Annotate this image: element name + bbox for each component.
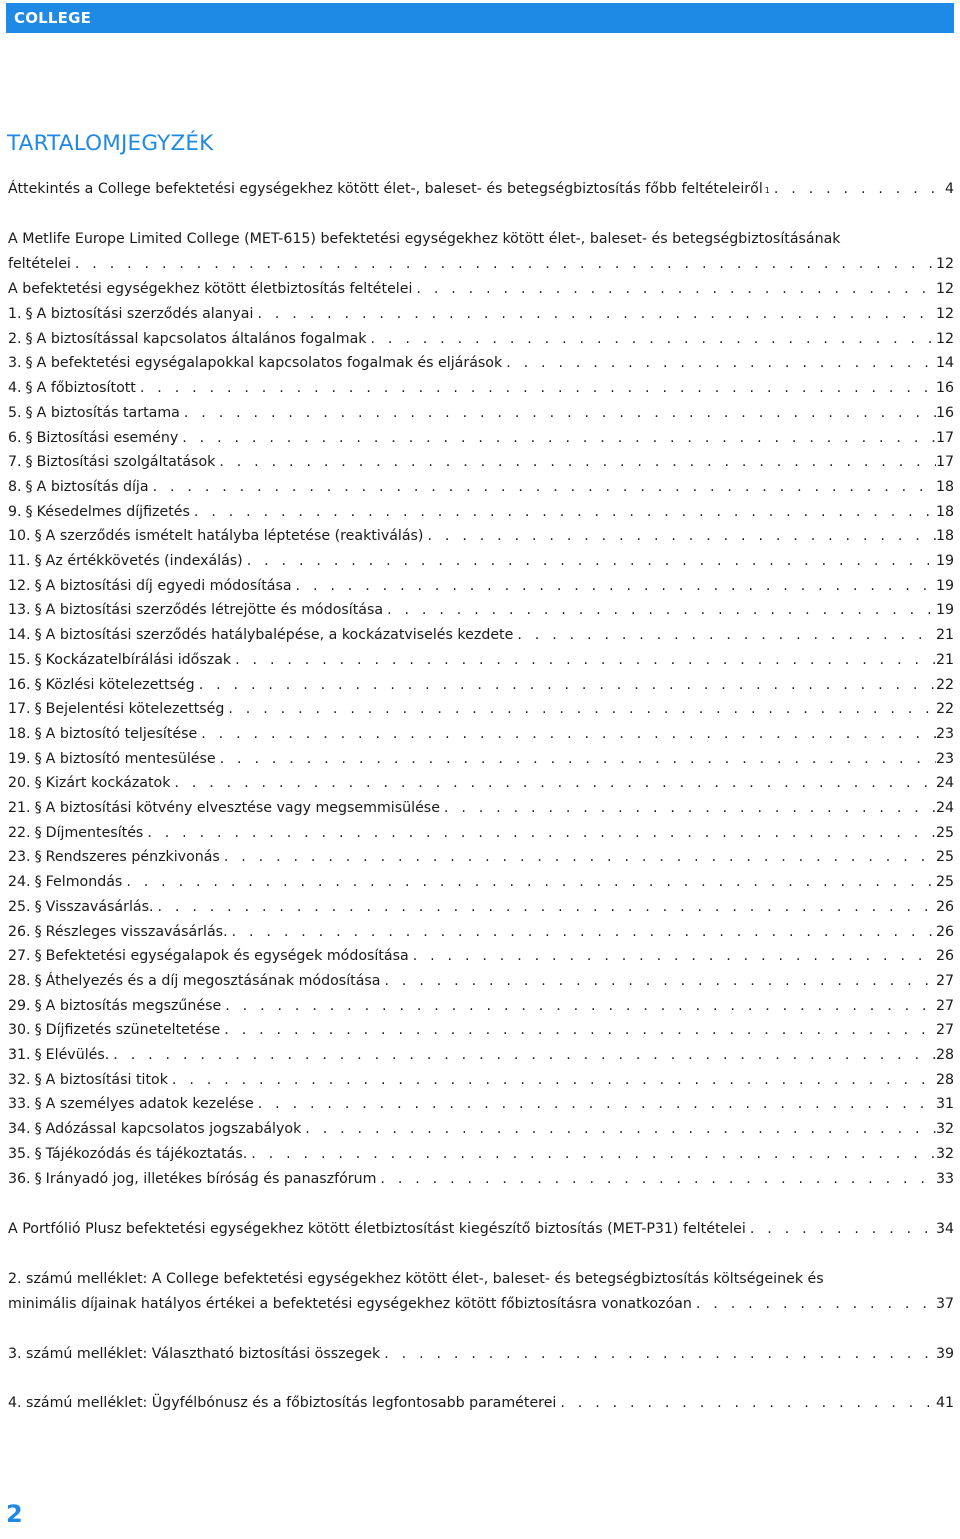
toc-section-entry[interactable]: [8, 602, 954, 626]
section-number: 4.: [8, 380, 22, 397]
section-number: 10.: [8, 528, 31, 545]
toc-entry-title: 3. számú melléklet: Választható biztosítási összegek: [8, 1346, 381, 1362]
toc-entry-page: 34: [935, 1221, 954, 1237]
toc-section-entry[interactable]: [8, 380, 954, 404]
toc-section-entry[interactable]: [8, 973, 954, 997]
section-page: 27: [935, 972, 954, 989]
section-page: 19: [935, 602, 954, 619]
section-page: 32: [935, 1145, 954, 1162]
toc-section-entry[interactable]: [8, 1121, 954, 1145]
dot-leader: [384, 973, 935, 989]
toc-section-entry[interactable]: [8, 775, 954, 799]
section-title: A szerződés ismételt hatályba léptetése (reaktiválás): [45, 528, 424, 545]
dot-leader: [384, 1346, 936, 1362]
toc-section-entry[interactable]: [8, 800, 954, 824]
section-number: 33.: [8, 1096, 31, 1113]
section-title: Biztosítási esemény: [36, 429, 179, 446]
header-bar: [6, 3, 954, 33]
section-number: 30.: [8, 1022, 31, 1039]
toc-entry-metlife[interactable]: [8, 256, 954, 280]
dot-leader: [305, 1121, 936, 1137]
section-page: 21: [935, 651, 954, 668]
section-title: Kockázatelbírálási időszak: [45, 651, 232, 668]
section-title: A biztosítási titok: [45, 1071, 168, 1088]
dot-leader: [774, 181, 936, 197]
dot-leader: [194, 504, 936, 520]
section-page: 19: [935, 553, 954, 569]
section-sign-icon: §: [34, 602, 42, 619]
section-title: A biztosító mentesülése: [45, 750, 216, 767]
toc-section-entry[interactable]: [8, 751, 954, 775]
section-page: 25: [935, 824, 954, 841]
section-number: 35.: [8, 1145, 31, 1162]
section-number: 6.: [8, 429, 22, 446]
section-sign-icon: §: [25, 404, 33, 421]
section-page: 17: [935, 429, 954, 446]
section-page: 12: [935, 306, 954, 322]
section-title: Rendszeres pénzkivonás: [45, 849, 220, 866]
section-page: 26: [935, 948, 954, 965]
section-page: 33: [935, 1170, 954, 1187]
section-sign-icon: §: [34, 1047, 42, 1063]
dot-leader: [506, 355, 936, 371]
section-sign-icon: §: [34, 824, 42, 841]
toc-entry-annex2-line1[interactable]: 2. számú melléklet: A College befektetési egységekhez kötött élet-, baleset- és betegségbiztosítás költségeinek és: [8, 1271, 824, 1287]
section-title: Az értékkövetés (indexálás): [45, 553, 243, 569]
toc-title: TARTALOMJEGYZÉK: [7, 131, 214, 156]
section-page: 22: [935, 676, 954, 693]
dot-leader: [220, 751, 936, 767]
dot-leader: [413, 948, 936, 964]
section-number: 5.: [8, 404, 22, 421]
toc-section-entry[interactable]: [8, 726, 954, 750]
section-sign-icon: §: [25, 478, 33, 495]
section-title: Kizárt kockázatok: [45, 775, 171, 792]
dot-leader: [157, 899, 935, 915]
section-sign-icon: §: [34, 800, 42, 816]
section-page: 23: [935, 750, 954, 767]
section-number: 22.: [8, 824, 31, 841]
section-sign-icon: §: [34, 1096, 42, 1113]
toc-entry-intro[interactable]: [8, 181, 954, 205]
section-page: 25: [935, 874, 954, 891]
toc-entry-title: A befektetési egységekhez kötött életbiztosítás feltételei: [8, 281, 413, 297]
toc-section-entry[interactable]: [8, 627, 954, 651]
dot-leader: [427, 528, 935, 544]
toc-entry-portfolio[interactable]: [8, 1221, 954, 1245]
section-sign-icon: §: [25, 306, 33, 322]
section-number: 34.: [8, 1121, 31, 1138]
toc-section-entry[interactable]: [8, 701, 954, 725]
dot-leader: [560, 1395, 936, 1411]
dot-leader: [224, 1022, 936, 1038]
toc-entry-title: minimális díjainak hatályos értékei a befektetési egységekhez kötött főbiztosításra vonatkozóan: [8, 1296, 692, 1312]
toc-section-entry[interactable]: [8, 924, 954, 948]
toc-section-entry[interactable]: [8, 899, 954, 923]
section-sign-icon: §: [34, 874, 42, 891]
section-number: 15.: [8, 651, 31, 668]
section-sign-icon: §: [34, 627, 42, 644]
toc-section-entry[interactable]: [8, 849, 954, 873]
section-title: Közlési kötelezettség: [45, 676, 195, 693]
dot-leader: [201, 726, 936, 742]
section-page: 31: [935, 1096, 954, 1113]
dot-leader: [416, 281, 936, 297]
section-sign-icon: §: [34, 651, 42, 668]
section-number: 1.: [8, 306, 22, 322]
section-sign-icon: §: [25, 454, 33, 471]
toc-entry-title: A Portfólió Plusz befektetési egységekhez kötött életbiztosítást kiegészítő biztosítás (MET-P31) feltételei: [8, 1221, 746, 1237]
toc-entry-page: 4: [944, 181, 954, 197]
section-page: 17: [935, 454, 954, 471]
section-page: 12: [935, 330, 954, 347]
section-number: 26.: [8, 923, 31, 940]
section-title: A biztosítási szerződés létrejötte és módosítása: [45, 602, 384, 619]
section-title: A biztosítási szerződés hatálybalépése, a kockázatviselés kezdete: [45, 627, 514, 644]
section-title: A biztosítás megszűnése: [45, 997, 222, 1014]
section-number: 8.: [8, 478, 22, 495]
toc-section-entry[interactable]: [8, 355, 954, 379]
dot-leader: [126, 874, 936, 890]
page-number: 2: [6, 1500, 23, 1528]
section-sign-icon: §: [34, 528, 42, 545]
section-page: 26: [935, 923, 954, 940]
section-page: 25: [935, 849, 954, 866]
section-sign-icon: §: [34, 923, 42, 940]
section-title: Tájékozódás és tájékoztatás.: [45, 1145, 248, 1162]
dot-leader: [172, 1072, 936, 1088]
section-sign-icon: §: [34, 997, 42, 1014]
toc-entry-page: 37: [935, 1296, 954, 1312]
dot-leader: [140, 380, 936, 396]
section-page: 28: [935, 1071, 954, 1088]
section-sign-icon: §: [25, 429, 33, 446]
section-title: A biztosítási kötvény elvesztése vagy megsemmisülése: [45, 800, 440, 816]
section-title: A biztosítással kapcsolatos általános fogalmak: [36, 330, 367, 347]
section-page: 23: [935, 725, 954, 742]
toc-entry-title: 4. számú melléklet: Ügyfélbónusz és a főbiztosítás legfontosabb paraméterei: [8, 1395, 557, 1411]
section-number: 29.: [8, 997, 31, 1014]
toc-entry-life-conditions[interactable]: [8, 281, 954, 305]
dot-leader: [387, 602, 936, 618]
toc-section-entry[interactable]: [8, 1171, 954, 1195]
section-title: Elévülés.: [45, 1047, 110, 1063]
toc-section-entry[interactable]: [8, 1096, 954, 1120]
section-sign-icon: §: [25, 503, 33, 520]
dot-leader: [251, 1146, 936, 1162]
toc-entry-title: Áttekintés a College befektetési egységekhez kötött élet-, baleset- és betegségbiztosítás főbb feltételeiről: [8, 181, 763, 197]
section-number: 14.: [8, 627, 31, 644]
section-number: 2.: [8, 330, 22, 347]
section-number: 28.: [8, 972, 31, 989]
section-number: 13.: [8, 602, 31, 619]
section-sign-icon: §: [25, 330, 33, 347]
section-sign-icon: §: [34, 577, 42, 594]
dot-leader: [235, 652, 936, 668]
dot-leader: [296, 578, 936, 594]
section-sign-icon: §: [25, 380, 33, 397]
section-sign-icon: §: [34, 676, 42, 693]
section-number: 23.: [8, 849, 31, 866]
toc-section-entry[interactable]: [8, 504, 954, 528]
section-page: 28: [935, 1047, 954, 1063]
section-title: A befektetési egységalapokkal kapcsolatos fogalmak és eljárások: [36, 355, 503, 372]
dot-leader: [225, 998, 936, 1014]
section-title: A biztosítás tartama: [36, 404, 180, 421]
section-title: Adózással kapcsolatos jogszabályok: [45, 1121, 302, 1138]
section-number: 19.: [8, 750, 31, 767]
section-sign-icon: §: [34, 1022, 42, 1039]
dot-leader: [696, 1296, 936, 1312]
section-title: Díjmentesítés: [45, 824, 144, 841]
section-number: 36.: [8, 1170, 31, 1187]
dot-leader: [199, 677, 936, 693]
toc-entry-metlife-line1[interactable]: A Metlife Europe Limited College (MET-615) befektetési egységekhez kötött élet-, baleset- és betegségbiztosításának: [8, 231, 841, 247]
dot-leader: [219, 454, 936, 470]
section-title: A személyes adatok kezelése: [45, 1096, 254, 1113]
toc-section-entry[interactable]: [8, 677, 954, 701]
toc-section-entry[interactable]: [8, 479, 954, 503]
section-sign-icon: §: [34, 849, 42, 866]
section-number: 7.: [8, 454, 22, 471]
section-title: A biztosító teljesítése: [45, 725, 198, 742]
toc-section-entry[interactable]: [8, 553, 954, 577]
toc-entry-page: 12: [935, 256, 954, 272]
dot-leader: [247, 553, 936, 569]
footnote-marker: 1: [764, 186, 770, 195]
section-number: 17.: [8, 701, 31, 718]
section-sign-icon: §: [34, 972, 42, 989]
section-title: A főbiztosított: [36, 380, 136, 397]
toc-entry-annex4[interactable]: [8, 1395, 954, 1419]
section-title: Bejelentési kötelezettség: [45, 701, 225, 718]
section-number: 18.: [8, 725, 31, 742]
dot-leader: [174, 775, 936, 791]
section-sign-icon: §: [34, 725, 42, 742]
toc-section-entry[interactable]: [8, 948, 954, 972]
section-page: 18: [935, 528, 954, 545]
section-title: A biztosítási szerződés alanyai: [36, 306, 254, 322]
dot-leader: [153, 479, 936, 495]
toc-section-entry[interactable]: [8, 578, 954, 602]
section-number: 9.: [8, 503, 22, 520]
section-page: 16: [935, 380, 954, 397]
dot-leader: [182, 430, 936, 446]
section-number: 32.: [8, 1071, 31, 1088]
section-title: A biztosítási díj egyedi módosítása: [45, 577, 292, 594]
toc-entry-page: 41: [935, 1395, 954, 1411]
section-number: 12.: [8, 577, 31, 594]
toc-section-entry[interactable]: [8, 874, 954, 898]
toc-section-entry[interactable]: [8, 652, 954, 676]
section-title: Részleges visszavásárlás.: [45, 923, 228, 940]
section-page: 18: [935, 503, 954, 520]
toc-section-entry[interactable]: [8, 528, 954, 552]
section-title: Biztosítási szolgáltatások: [36, 454, 216, 471]
toc-entry-page: 39: [935, 1346, 954, 1362]
section-number: 27.: [8, 948, 31, 965]
dot-leader: [75, 256, 936, 272]
dot-leader: [444, 800, 936, 816]
section-sign-icon: §: [34, 1071, 42, 1088]
toc-entry-annex3[interactable]: [8, 1346, 954, 1370]
section-page: 32: [935, 1121, 954, 1138]
toc-section-entry[interactable]: [8, 306, 954, 330]
section-title: A biztosítás díja: [36, 478, 149, 495]
section-page: 21: [935, 627, 954, 644]
section-page: 24: [935, 775, 954, 792]
toc-section-entry[interactable]: [8, 430, 954, 454]
dot-leader: [232, 924, 936, 940]
section-page: 24: [935, 800, 954, 816]
section-page: 27: [935, 1022, 954, 1039]
toc-section-entry[interactable]: [8, 454, 954, 478]
section-number: 16.: [8, 676, 31, 693]
dot-leader: [258, 1096, 936, 1112]
section-number: 21.: [8, 800, 31, 816]
dot-leader: [113, 1047, 936, 1063]
section-number: 24.: [8, 874, 31, 891]
section-title: Visszavásárlás.: [45, 898, 154, 915]
section-sign-icon: §: [34, 553, 42, 569]
dot-leader: [380, 1171, 936, 1187]
section-page: 16: [935, 404, 954, 421]
section-sign-icon: §: [34, 1121, 42, 1138]
section-sign-icon: §: [34, 750, 42, 767]
section-number: 20.: [8, 775, 31, 792]
dot-leader: [147, 825, 936, 841]
dot-leader: [184, 405, 936, 421]
section-number: 25.: [8, 898, 31, 915]
toc-section-entry[interactable]: [8, 1022, 954, 1046]
section-title: Késedelmes díjfizetés: [36, 503, 190, 520]
section-sign-icon: §: [34, 775, 42, 792]
section-sign-icon: §: [34, 948, 42, 965]
section-sign-icon: §: [34, 898, 42, 915]
dot-leader: [224, 849, 936, 865]
dot-leader: [257, 306, 935, 322]
toc-entry-page: 12: [935, 281, 954, 297]
section-title: Díjfizetés szüneteltetése: [45, 1022, 221, 1039]
section-page: 26: [935, 898, 954, 915]
toc-section-entry[interactable]: [8, 1072, 954, 1096]
toc-section-entry[interactable]: [8, 1146, 954, 1170]
section-page: 22: [935, 701, 954, 718]
section-page: 27: [935, 997, 954, 1014]
dot-leader: [228, 701, 936, 717]
section-number: 3.: [8, 355, 22, 372]
toc-entry-annex2[interactable]: [8, 1296, 954, 1320]
dot-leader: [370, 331, 935, 347]
dot-leader: [750, 1221, 936, 1237]
toc-section-entry[interactable]: [8, 998, 954, 1022]
section-page: 18: [935, 478, 954, 495]
section-title: Befektetési egységalapok és egységek módosítása: [45, 948, 409, 965]
section-page: 14: [935, 355, 954, 372]
section-sign-icon: §: [25, 355, 33, 372]
section-number: 31.: [8, 1047, 31, 1063]
section-sign-icon: §: [34, 701, 42, 718]
toc-section-entry[interactable]: [8, 405, 954, 429]
toc-section-entry[interactable]: [8, 1047, 954, 1071]
header-label: COLLEGE: [14, 9, 92, 27]
section-sign-icon: §: [34, 1145, 42, 1162]
section-number: 11.: [8, 553, 31, 569]
section-title: Irányadó jog, illetékes bíróság és panaszfórum: [45, 1170, 377, 1187]
toc-section-entry[interactable]: [8, 825, 954, 849]
section-title: Felmondás: [45, 874, 123, 891]
toc-entry-title: feltételei: [8, 256, 71, 272]
section-page: 19: [935, 577, 954, 594]
section-sign-icon: §: [34, 1170, 42, 1187]
section-title: Áthelyezés és a díj megosztásának módosítása: [45, 972, 381, 989]
dot-leader: [517, 627, 936, 643]
toc-section-entry[interactable]: [8, 331, 954, 355]
